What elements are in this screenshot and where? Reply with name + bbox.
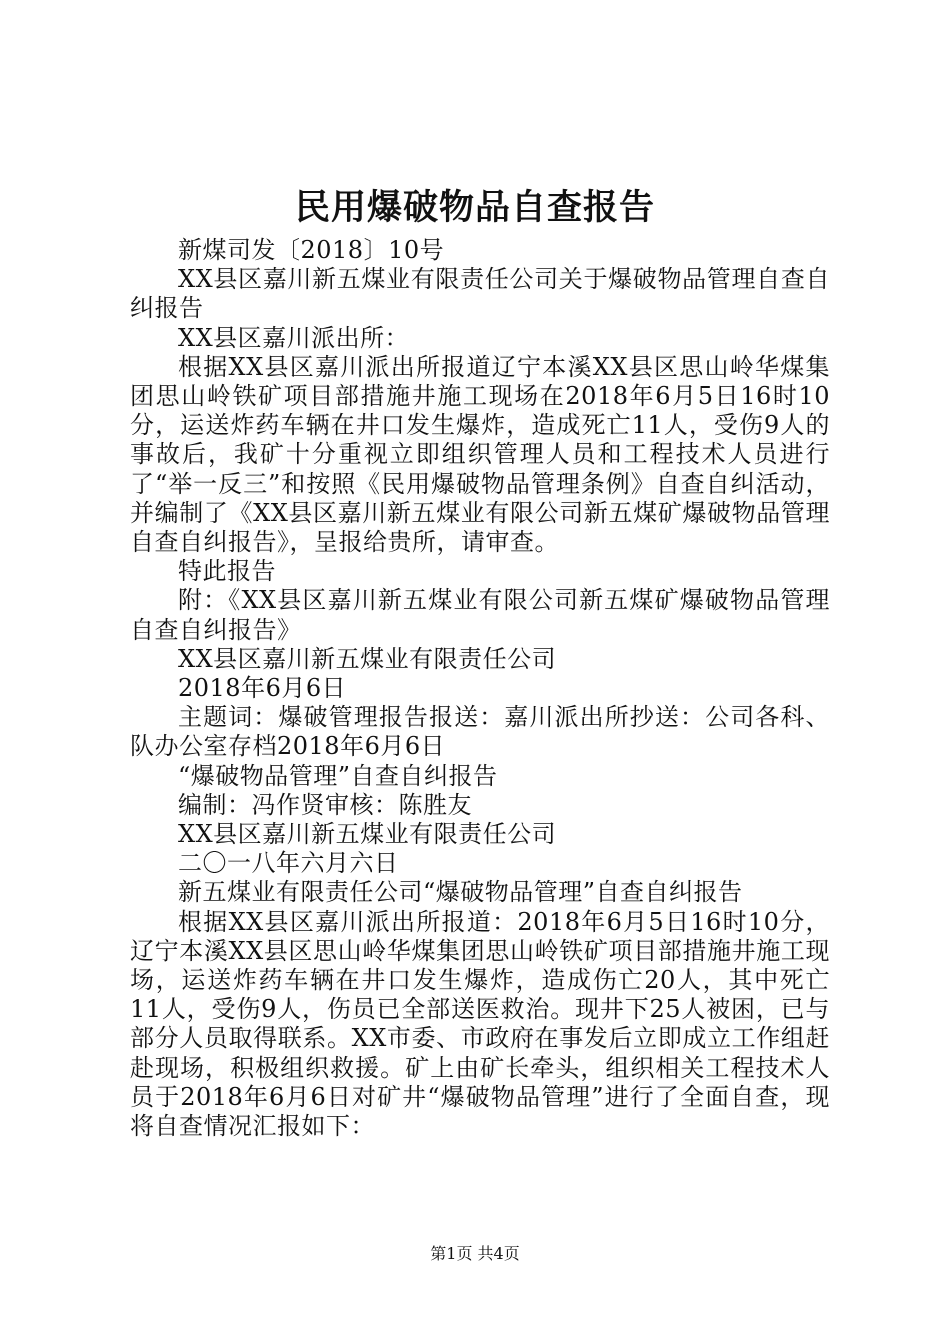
issue-date: 2018年6月6日 (178, 674, 347, 703)
page-number: 第1页 共4页 (430, 1244, 520, 1263)
company-name: XX县区嘉川新五煤业有限责任公司 (178, 820, 557, 849)
subject-line: 主题词：爆破管理报告报送：嘉川派出所抄送：公司各科、队办公室存档2018年6月6日 (130, 703, 830, 761)
report-heading: XX县区嘉川新五煤业有限责任公司关于爆破物品管理自查自纠报告 (130, 265, 830, 323)
document-title: 民用爆破物品自查报告 (294, 187, 655, 228)
appendix-title: “爆破物品管理”自查自纠报告 (178, 761, 498, 790)
section-heading: 新五煤业有限责任公司“爆破物品管理”自查自纠报告 (178, 878, 743, 907)
editor-line: 编制：冯作贤审核：陈胜友 (178, 790, 472, 819)
document-number: 新煤司发〔2018〕10号 (178, 236, 445, 264)
issuer-name: XX县区嘉川新五煤业有限责任公司 (178, 644, 557, 673)
chinese-date: 二〇一八年六月六日 (178, 849, 399, 878)
document-body (130, 236, 830, 1141)
attachment-line: 附：《XX县区嘉川新五煤业有限公司新五煤矿爆破物品管理自查自纠报告》 (130, 586, 830, 644)
recipient: XX县区嘉川派出所： (178, 323, 410, 352)
body-paragraph: 根据XX县区嘉川派出所报道辽宁本溪XX县区思山岭华煤集团思山岭铁矿项目部措施井施工现场在2018年6月5日16时10分，运送炸药车辆在井口发生爆炸，造成死亡11人，受伤9人的事故后，我矿十分重视立即组织管理人员和工程技术人员进行了“举一反三”和按照《民用爆破物品管理条例》自查自纠活动，并编制了《XX县区嘉川新五煤业有限公司新五煤矿爆破物品管理自查自纠报告》，呈报给贵所，请审查。 (130, 352, 830, 557)
body-paragraph: 根据XX县区嘉川派出所报道：2018年6月5日16时10分，辽宁本溪XX县区思山岭华煤集团思山岭铁矿项目部措施井施工现场，运送炸药车辆在井口发生爆炸，造成伤亡20人，其中死亡11人，受伤9人，伤员已全部送医救治。现井下25人被困，已与部分人员取得联系。XX市委、市政府在事发后立即成立工作组赶赴现场，积极组织救援。矿上由矿长牵头，组织相关工程技术人员于2018年6月6日对矿井“爆破物品管理”进行了全面自查，现将自查情况汇报如下： (130, 907, 830, 1141)
closing-line: 特此报告 (178, 557, 276, 586)
